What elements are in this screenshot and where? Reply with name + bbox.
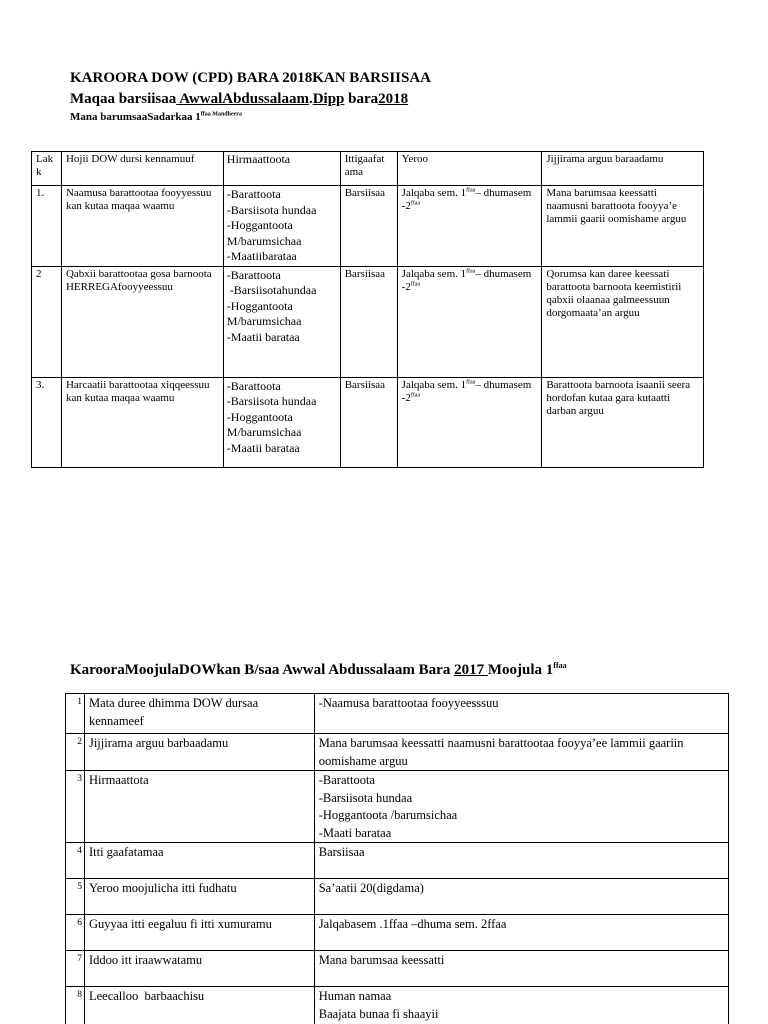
time-suffix: ffaa [466, 267, 476, 274]
participant-item: -Barattoota [226, 187, 281, 201]
participant-item: -Barsiisotahundaa [226, 283, 317, 297]
module-plan-table [65, 693, 729, 1024]
participant-item: -Maatiibarataa [226, 249, 297, 263]
value-line: Jalqabasem .1ffaa –dhuma sem. 2ffaa [318, 917, 507, 931]
time-suffix: ffaa [410, 391, 421, 398]
row-number: 5 [66, 879, 85, 915]
header-responsible: Ittigaafat ama [340, 152, 397, 186]
value-line: Human namaa [318, 989, 392, 1003]
participant-item: -Barsiisota hundaa [226, 394, 317, 408]
row-label: Jijjirama arguu barbaadamu [84, 734, 314, 771]
row-participants [223, 186, 340, 267]
participant-item: -Barattoota [226, 378, 281, 393]
module-plan-module: Moojula 1 [487, 662, 554, 678]
participant-item: -Hoggantoota [226, 298, 293, 313]
row-label: Iddoo itt iraawwatamu [84, 951, 314, 987]
row-participants [223, 377, 340, 467]
header-task: Hojii DOW dursi kennamuuf [61, 152, 223, 186]
cpd-plan-table [31, 151, 704, 468]
row-label: Yeroo moojulicha itti fudhatu [84, 879, 314, 915]
row-label: Leecalloo barbaachisu [84, 987, 314, 1024]
participant-item: -Hoggantoota [226, 218, 293, 232]
value-line: Baajata bunaa fi shaayii [318, 1006, 439, 1021]
value-line: Barsiisaa [318, 845, 365, 859]
teacher-qualification: Dipp [312, 91, 345, 107]
row-label: Guyyaa itti eegaluu fi itti xumuramu [84, 915, 314, 951]
row-time [397, 266, 542, 377]
participant-item: -Barsiisota hundaa [226, 202, 317, 217]
table-row [32, 266, 704, 377]
row-value [314, 879, 728, 915]
row-expected-change: Mana barumsaa keessatti naamusni barattoota fooyya’e lammii gaarii oomishame arguu [542, 186, 704, 267]
teacher-name-label: Maqaa barsiisaa [70, 91, 177, 107]
time-start: Jalqaba sem. 1 [401, 187, 467, 199]
row-number: 6 [66, 915, 85, 951]
school-location: Mandheera [210, 111, 242, 118]
row-number: 4 [66, 843, 85, 879]
row-number: 3 [66, 771, 85, 843]
participant-item: -Barattoota [226, 267, 281, 282]
row-responsible: Barsiisaa [340, 266, 397, 377]
row-value [314, 915, 728, 951]
header-number: Lak k [32, 152, 62, 186]
row-participants [223, 266, 340, 377]
module-plan-year: 2017 [454, 662, 488, 678]
year-label: bara [344, 91, 379, 107]
table-header-row [32, 152, 704, 186]
time-suffix: ffaa [466, 378, 476, 385]
participant-item: M/barumsichaa [226, 314, 302, 328]
time-start: Jalqaba sem. 1 [401, 378, 467, 391]
value-line: -Barattoota [318, 773, 375, 787]
table-row [66, 843, 729, 879]
row-label: Hirmaattota [84, 771, 314, 843]
header-participants: Hirmaattoota [223, 152, 340, 186]
time-end: – dhumasem -2 [401, 267, 532, 293]
header-time: Yeroo [397, 152, 542, 186]
row-task: Harcaatii barattootaa xiqqeessuu kan kutaa maqaa waamu [61, 377, 223, 467]
header-expected-change: Jijjirama arguu baraadamu [542, 152, 704, 186]
participant-item: M/barumsichaa [226, 233, 302, 248]
table-row [66, 951, 729, 987]
school-grade-suffix: ffaa [200, 111, 211, 118]
school-name: Mana barumsaaSadarkaa 1 [70, 111, 201, 123]
teacher-name-dot: . [308, 91, 313, 107]
document-title: KAROORA DOW (CPD) BARA 2018KAN BARSIISAA [70, 70, 432, 86]
time-suffix: ffaa [410, 280, 421, 287]
row-time [397, 377, 542, 467]
teacher-name: AwwalAbdussalaam [176, 91, 309, 107]
row-responsible: Barsiisaa [340, 377, 397, 467]
value-line: -Naamusa barattootaa fooyyeesssuu [318, 696, 499, 710]
table-row [32, 186, 704, 267]
row-number: 1. [32, 186, 62, 267]
row-expected-change: Barattoota barnoota isaanii seera hordofan kutaa gara kutaatti darban arguu [542, 377, 704, 467]
module-plan-suffix: ffaa [553, 661, 567, 670]
table-row [32, 377, 704, 467]
school-line [70, 111, 242, 123]
value-line: Mana barumsaa keessatti naamusni barattootaa fooyya’ee lammii gaariin oomishame arguu [318, 736, 684, 768]
year-value: 2018 [378, 91, 409, 107]
row-number: 2 [32, 266, 62, 377]
table-row [66, 734, 729, 771]
value-line: Sa’aatii 20(digdama) [318, 881, 424, 895]
table-row [66, 694, 729, 734]
time-suffix: ffaa [410, 200, 421, 207]
table-row [66, 915, 729, 951]
row-label: Itti gaafatamaa [84, 843, 314, 879]
row-time [397, 186, 542, 267]
row-value [314, 734, 728, 771]
participant-item: -Maatii barataa [226, 329, 300, 344]
row-value [314, 987, 728, 1024]
value-line: -Barsiisota hundaa [318, 790, 413, 805]
time-end: – dhumasem -2 [401, 187, 532, 212]
row-number: 8 [66, 987, 85, 1024]
participant-item: M/barumsichaa [226, 425, 302, 439]
row-number: 3. [32, 377, 62, 467]
time-suffix: ffaa [466, 187, 476, 194]
table-row [66, 987, 729, 1024]
time-start: Jalqaba sem. 1 [401, 267, 467, 280]
row-task: Qabxii barattootaa gosa barnoota HERREGAfooyyeessuu [61, 266, 223, 377]
row-value [314, 694, 728, 734]
row-value [314, 843, 728, 879]
row-value [314, 951, 728, 987]
value-line: -Hoggantoota /barumsichaa [318, 808, 458, 822]
time-end: – dhumasem -2 [401, 378, 532, 404]
row-task: Naamusa barattootaa fooyyessuu kan kutaa maqaa waamu [61, 186, 223, 267]
row-value [314, 771, 728, 843]
teacher-name-line [70, 91, 408, 108]
table-row [66, 771, 729, 843]
module-plan-title-main: KarooraMoojulaDOWkan B/saa Awwal Abdussalaam Bara [70, 662, 455, 678]
row-label: Mata duree dhimma DOW dursaa kennameef [84, 694, 314, 734]
participant-item: -Maatii barataa [226, 440, 300, 455]
row-number: 7 [66, 951, 85, 987]
table-row [66, 879, 729, 915]
row-number: 1 [66, 694, 85, 734]
row-expected-change: Qorumsa kan daree keessati barattoota barnoota keemistirii qabxii olaanaa galmeessuun dorgomaata’an arguu [542, 266, 704, 377]
row-number: 2 [66, 734, 85, 771]
value-line: -Maati barataa [318, 825, 392, 840]
participant-item: -Hoggantoota [226, 409, 293, 424]
row-responsible: Barsiisaa [340, 186, 397, 267]
module-plan-title [70, 662, 567, 679]
value-line: Mana barumsaa keessatti [318, 953, 445, 967]
